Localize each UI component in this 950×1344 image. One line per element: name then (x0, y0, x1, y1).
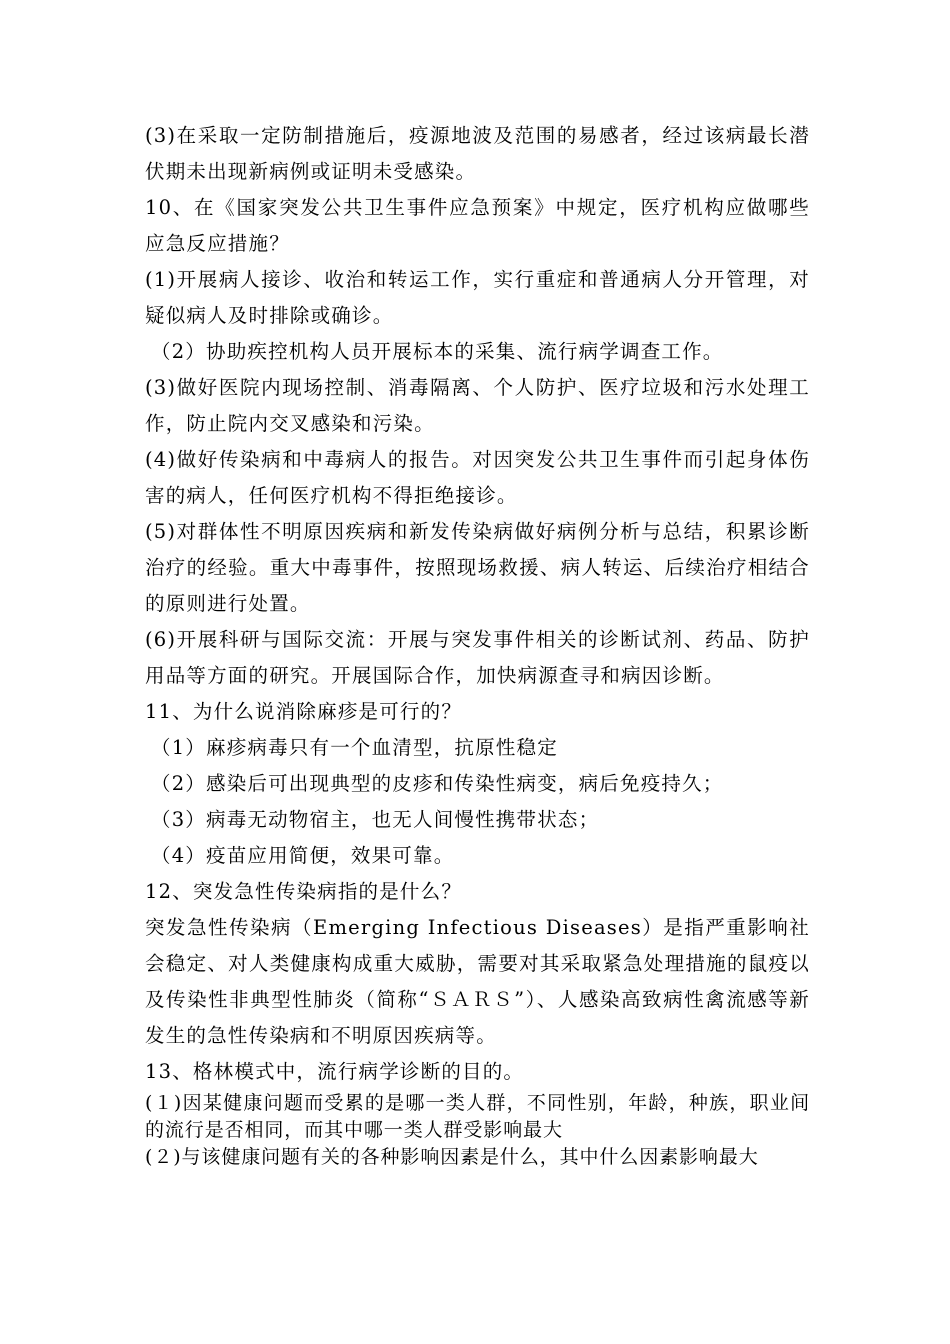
answer-10-item-5: (5)对群体性不明原因疾病和新发传染病做好病例分析与总结，积累诊断治疗的经验。重大中毒事件，按照现场救援、病人转运、后续治疗相结合的原则进行处置。 (145, 520, 810, 615)
answer-10-item-2: （2）协助疾控机构人员开展标本的采集、流行病学调查工作。 (151, 340, 724, 363)
answer-11-item-3: （3）病毒无动物宿主，也无人间慢性携带状态； (151, 808, 600, 831)
answer-13-item-2: (２)与该健康问题有关的各种影响因素是什么，其中什么因素影响最大 (145, 1146, 759, 1168)
document-body (145, 118, 810, 1171)
answer-10-item-4: (4)做好传染病和中毒病人的报告。对因突发公共卫生事件而引起身体伤害的病人，任何医疗机构不得拒绝接诊。 (145, 448, 810, 507)
answer-10-item-6: (6)开展科研与国际交流：开展与突发事件相关的诊断试剂、药品、防护用品等方面的研究。开展国际合作，加快病源查寻和病因诊断。 (145, 628, 810, 687)
answer-11-item-1: （1）麻疹病毒只有一个血清型，抗原性稳定 (151, 736, 558, 759)
question-13-heading: 13、格林模式中，流行病学诊断的目的。 (145, 1060, 525, 1083)
answer-11-item-2: （2）感染后可出现典型的皮疹和传染性病变，病后免疫持久； (151, 772, 724, 795)
paragraph-outbreak-end-criterion-3: (3)在采取一定防制措施后，疫源地波及范围的易感者，经过该病最长潜伏期未出现新病例或证明未受感染。 (145, 124, 810, 183)
question-10-heading: 10、在《国家突发公共卫生事件应急预案》中规定，医疗机构应做哪些应急反应措施？ (145, 196, 810, 255)
question-11-heading: 11、为什么说消除麻疹是可行的？ (145, 700, 463, 723)
answer-13-item-1: (１)因某健康问题而受累的是哪一类人群，不同性别，年龄，种族，职业间的流行是否相同，而其中哪一类人群受影响最大 (145, 1092, 810, 1141)
answer-10-item-1: (1)开展病人接诊、收治和转运工作，实行重症和普通病人分开管理，对疑似病人及时排除或确诊。 (145, 268, 810, 327)
answer-10-item-3: (3)做好医院内现场控制、消毒隔离、个人防护、医疗垃圾和污水处理工作，防止院内交叉感染和污染。 (145, 376, 810, 435)
answer-12-paragraph: 突发急性传染病（Emerging Infectious Diseases）是指严重影响社会稳定、对人类健康构成重大威胁，需要对其采取紧急处理措施的鼠疫以及传染性非典型性肺炎（简称“ＳＡＲＳ”）、人感染高致病性禽流感等新发生的急性传染病和不明原因疾病等。 (145, 916, 810, 1047)
answer-11-item-4: （4）疫苗应用简便，效果可靠。 (151, 844, 455, 867)
question-12-heading: 12、突发急性传染病指的是什么？ (145, 880, 463, 903)
